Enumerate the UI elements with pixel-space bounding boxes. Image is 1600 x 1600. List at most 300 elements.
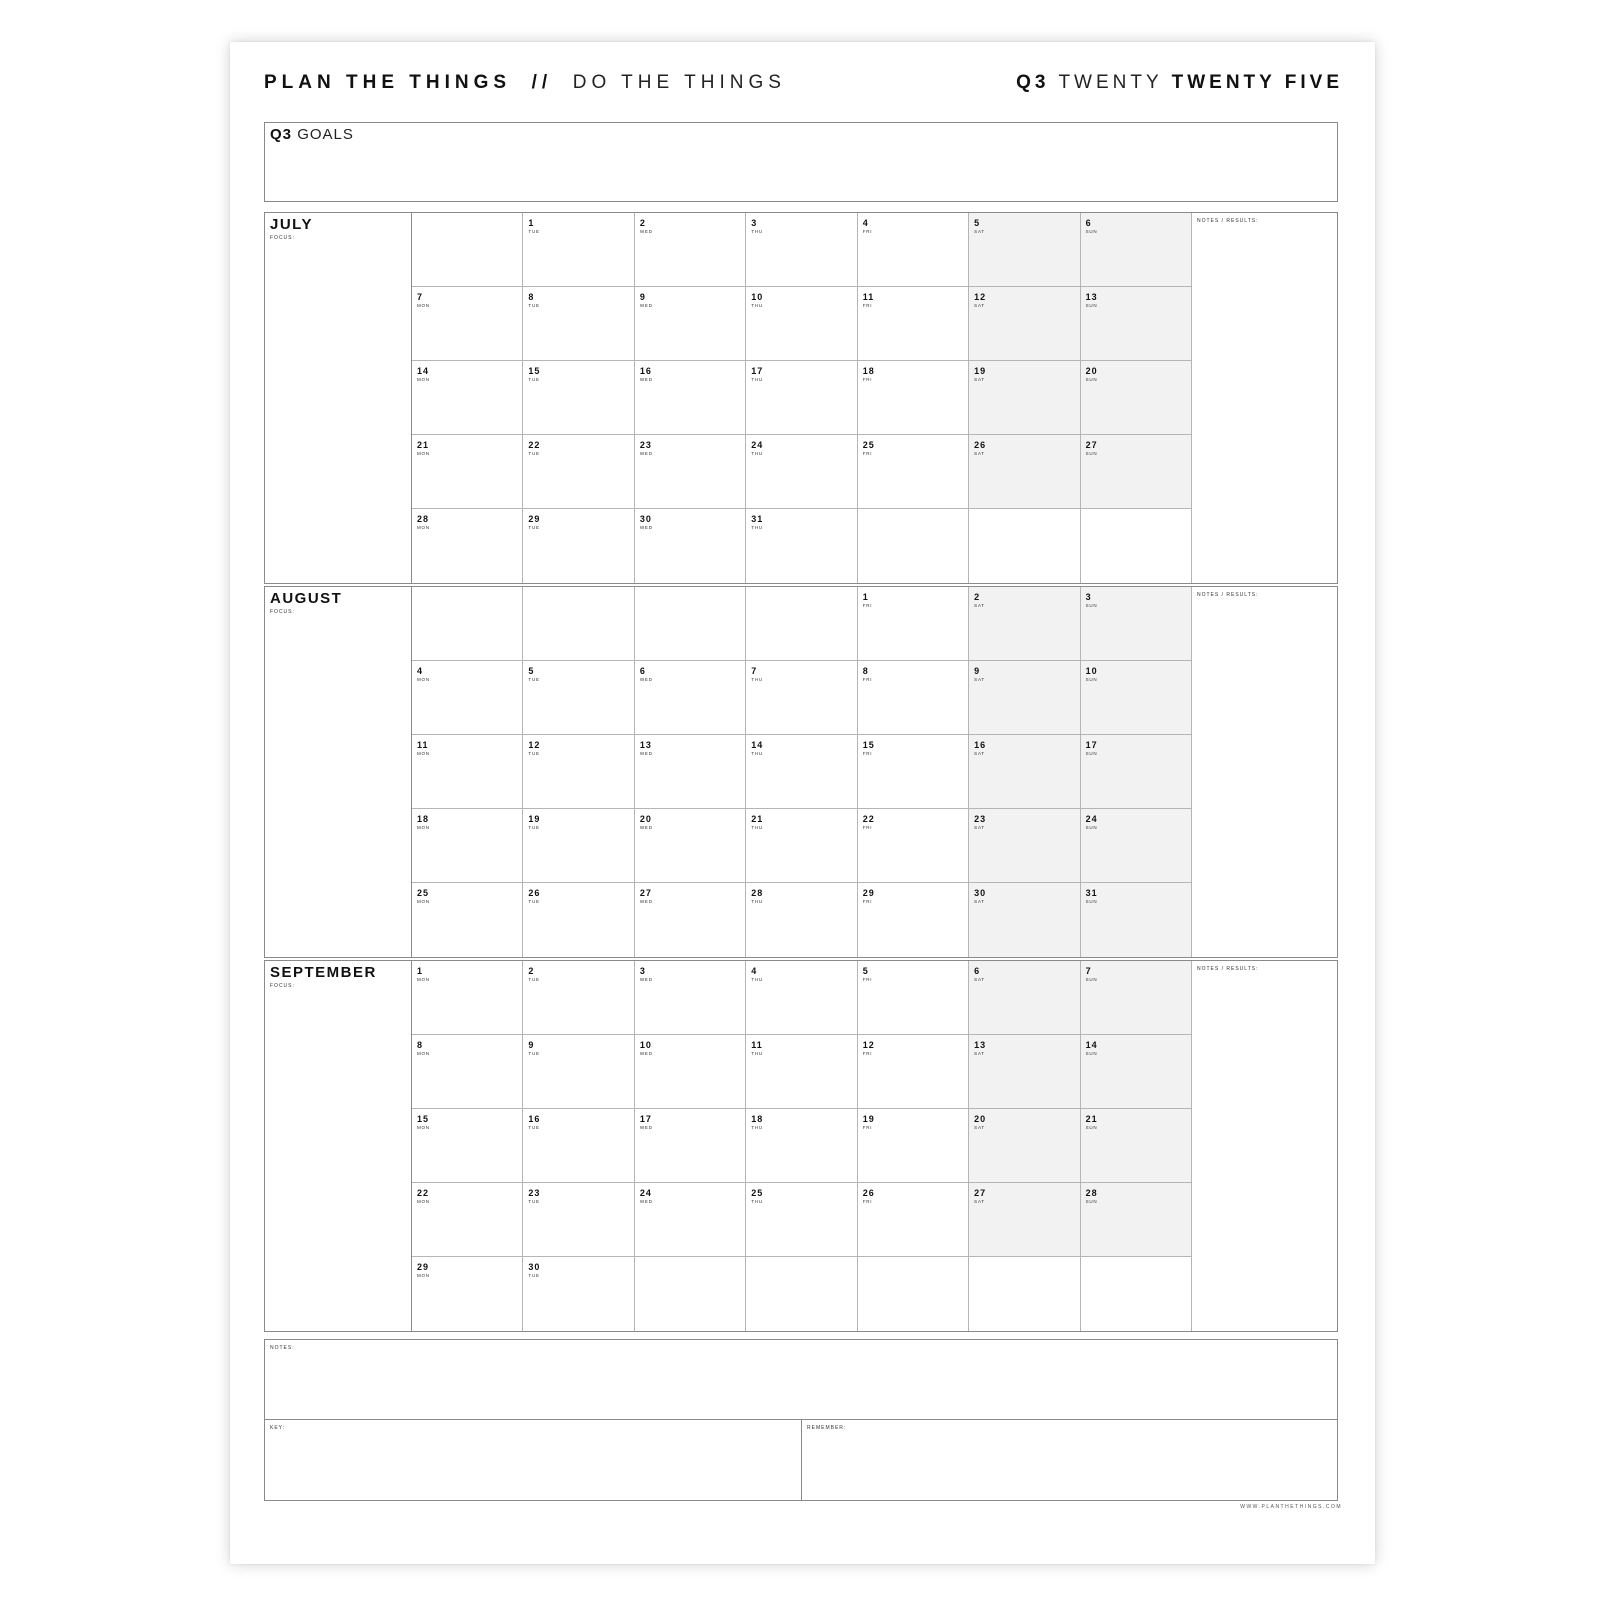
day-name: SUN [1085,677,1098,682]
day-name: SAT [974,303,985,308]
day-cell[interactable] [746,435,857,509]
day-cell[interactable] [969,361,1080,435]
day-name: SUN [1085,751,1098,756]
header-quarter: Q3 [1016,72,1050,93]
day-number: 22 [417,1188,430,1198]
month-name: AUGUST [270,590,343,607]
day-cell[interactable] [635,661,746,735]
day-cell[interactable] [746,213,857,287]
day-cell[interactable] [858,287,969,361]
day-cell[interactable] [635,213,746,287]
day-cell[interactable] [635,809,746,883]
day-name: WED [639,229,653,234]
day-number: 15 [528,366,541,376]
day-number: 9 [974,666,981,676]
day-number: 27 [974,1188,987,1198]
day-cell[interactable] [1081,735,1192,809]
day-name: MON [417,825,430,830]
day-name: MON [417,451,430,456]
month-block [264,212,1338,584]
day-cell[interactable] [746,1035,857,1109]
day-cell[interactable] [412,809,523,883]
day-number: 4 [862,218,869,228]
day-cell[interactable] [523,213,634,287]
day-number: 2 [974,592,981,602]
day-name: SAT [974,825,985,830]
day-number: 17 [1085,740,1098,750]
day-number: 20 [1085,366,1098,376]
empty-cell [858,1257,969,1331]
empty-cell [635,1257,746,1331]
day-name: THU [751,377,763,382]
day-number: 2 [528,966,535,976]
day-number: 7 [1085,966,1092,976]
day-number: 25 [417,888,430,898]
month-block [264,586,1338,958]
day-name: THU [751,899,763,904]
day-number: 12 [862,1040,875,1050]
day-cell[interactable] [1081,1109,1192,1183]
day-cell[interactable] [969,1035,1080,1109]
day-cell[interactable] [1081,1183,1192,1257]
day-name: TUE [528,825,540,830]
day-number: 25 [751,1188,764,1198]
day-name: SUN [1085,825,1098,830]
day-name: SUN [1085,1051,1098,1056]
day-name: SAT [974,377,985,382]
day-name: FRI [862,899,873,904]
day-name: WED [639,899,653,904]
day-number: 25 [862,440,875,450]
day-cell[interactable] [858,213,969,287]
day-number: 14 [417,366,430,376]
day-cell[interactable] [523,1109,634,1183]
planner-sheet [230,42,1375,1564]
day-number: 13 [1085,292,1098,302]
day-cell[interactable] [1081,361,1192,435]
day-cell[interactable] [1081,883,1192,957]
day-cell[interactable] [523,735,634,809]
day-number: 16 [639,366,652,376]
day-name: SUN [1085,1125,1098,1130]
day-cell[interactable] [412,361,523,435]
empty-cell [523,587,634,661]
month-notes-results[interactable] [1192,961,1337,1331]
day-number: 20 [974,1114,987,1124]
day-cell[interactable] [523,809,634,883]
day-name: TUE [528,1199,540,1204]
day-name: SUN [1085,977,1098,982]
day-name: FRI [862,229,873,234]
empty-cell [969,1257,1080,1331]
day-name: THU [751,677,763,682]
day-name: THU [751,1051,763,1056]
day-cell[interactable] [858,361,969,435]
day-number: 1 [862,592,869,602]
day-number: 10 [639,1040,652,1050]
day-cell[interactable] [412,287,523,361]
day-name: SAT [974,451,985,456]
day-name: WED [639,1199,653,1204]
day-cell[interactable] [1081,435,1192,509]
day-number: 26 [974,440,987,450]
day-number: 31 [751,514,764,524]
day-name: TUE [528,1125,540,1130]
day-name: SUN [1085,899,1098,904]
day-number: 11 [417,740,429,750]
day-number: 24 [1085,814,1098,824]
bottom-section [264,1339,1338,1501]
day-cell[interactable] [1081,287,1192,361]
day-number: 11 [862,292,875,302]
calendar-grid [412,587,1192,957]
day-number: 17 [751,366,764,376]
day-name: TUE [528,229,540,234]
day-cell[interactable] [1081,809,1192,883]
day-name: WED [639,1051,653,1056]
day-number: 17 [639,1114,652,1124]
day-name: THU [751,751,763,756]
day-number: 1 [528,218,535,228]
day-cell[interactable] [746,961,857,1035]
day-number: 24 [639,1188,652,1198]
day-cell[interactable] [523,883,634,957]
day-cell[interactable] [523,1257,634,1331]
day-number: 19 [528,814,541,824]
day-number: 3 [1085,592,1092,602]
day-cell[interactable] [969,1183,1080,1257]
day-cell[interactable] [746,509,857,583]
day-number: 12 [528,740,541,750]
day-name: SAT [974,603,985,608]
day-name: FRI [862,977,873,982]
header-tagline [264,72,786,94]
empty-cell [746,1257,857,1331]
day-number: 8 [417,1040,424,1050]
day-number: 16 [528,1114,541,1124]
day-cell[interactable] [412,883,523,957]
day-number: 21 [751,814,764,824]
day-name: SAT [974,977,985,982]
day-cell[interactable] [858,587,969,661]
day-cell[interactable] [635,961,746,1035]
day-name: TUE [528,377,540,382]
day-number: 20 [639,814,652,824]
day-cell[interactable] [969,883,1080,957]
day-cell[interactable] [858,435,969,509]
day-number: 23 [528,1188,541,1198]
day-cell[interactable] [969,287,1080,361]
day-name: SAT [974,1199,985,1204]
day-name: FRI [862,603,873,608]
day-cell[interactable] [635,883,746,957]
notes-box[interactable] [265,1340,1337,1420]
header-plan-text: PLAN THE THINGS [264,72,512,93]
day-cell[interactable] [858,809,969,883]
day-cell[interactable] [1081,661,1192,735]
calendar-grid [412,961,1192,1331]
day-cell[interactable] [523,661,634,735]
day-cell[interactable] [858,1183,969,1257]
focus-label: FOCUS: [270,609,295,615]
day-name: WED [639,303,653,308]
day-cell[interactable] [635,1109,746,1183]
day-name: FRI [862,377,873,382]
day-name: FRI [862,1051,873,1056]
day-name: SUN [1085,303,1098,308]
day-cell[interactable] [969,661,1080,735]
notes-results-label: NOTES / RESULTS: [1197,218,1259,224]
day-number: 13 [974,1040,987,1050]
day-cell[interactable] [412,1109,523,1183]
day-cell[interactable] [746,1109,857,1183]
day-number: 10 [751,292,764,302]
day-cell[interactable] [969,809,1080,883]
day-cell[interactable] [523,361,634,435]
day-cell[interactable] [746,883,857,957]
day-name: TUE [528,1273,540,1278]
day-cell[interactable] [635,1183,746,1257]
day-cell[interactable] [523,1035,634,1109]
day-number: 30 [639,514,652,524]
day-cell[interactable] [523,509,634,583]
key-box[interactable] [265,1420,802,1500]
day-number: 14 [751,740,764,750]
day-number: 30 [974,888,987,898]
month-name: JULY [270,216,313,233]
day-number: 29 [862,888,875,898]
day-number: 2 [639,218,646,228]
day-number: 12 [974,292,987,302]
key-label: KEY: [270,1425,286,1431]
day-name: THU [751,303,763,308]
day-cell[interactable] [858,1035,969,1109]
day-number: 22 [862,814,875,824]
day-number: 11 [751,1040,763,1050]
day-cell[interactable] [1081,961,1192,1035]
day-cell[interactable] [1081,1035,1192,1109]
day-cell[interactable] [523,287,634,361]
day-name: THU [751,1125,763,1130]
day-cell[interactable] [969,213,1080,287]
day-number: 14 [1085,1040,1098,1050]
day-name: WED [639,977,653,982]
day-number: 28 [751,888,764,898]
day-name: SUN [1085,1199,1098,1204]
day-cell[interactable] [858,883,969,957]
day-name: WED [639,1125,653,1130]
day-number: 23 [974,814,987,824]
day-cell[interactable] [412,435,523,509]
empty-cell [858,509,969,583]
day-cell[interactable] [746,735,857,809]
empty-cell [969,509,1080,583]
day-number: 10 [1085,666,1098,676]
day-name: FRI [862,1125,873,1130]
day-number: 7 [751,666,758,676]
day-cell[interactable] [969,435,1080,509]
day-number: 9 [639,292,646,302]
day-cell[interactable] [635,509,746,583]
header-year-light: TWENTY [1058,72,1163,93]
empty-cell [412,213,523,287]
day-number: 18 [862,366,875,376]
day-number: 1 [417,966,424,976]
day-cell[interactable] [746,1183,857,1257]
day-number: 6 [974,966,981,976]
day-number: 27 [639,888,652,898]
day-name: FRI [862,451,873,456]
day-name: SUN [1085,451,1098,456]
day-number: 27 [1085,440,1098,450]
day-number: 23 [639,440,652,450]
day-cell[interactable] [412,735,523,809]
day-number: 6 [639,666,646,676]
day-name: MON [417,1273,430,1278]
day-number: 31 [1085,888,1098,898]
day-cell[interactable] [746,809,857,883]
day-number: 6 [1085,218,1092,228]
day-name: TUE [528,899,540,904]
header-year-bold: TWENTY FIVE [1171,72,1343,93]
day-name: MON [417,1125,430,1130]
day-name: THU [751,229,763,234]
day-cell[interactable] [635,361,746,435]
notes-results-label: NOTES / RESULTS: [1197,966,1259,972]
day-number: 29 [528,514,541,524]
day-name: MON [417,677,430,682]
day-number: 26 [528,888,541,898]
day-number: 30 [528,1262,541,1272]
day-cell[interactable] [523,435,634,509]
focus-label: FOCUS: [270,235,295,241]
notes-label: NOTES: [270,1345,295,1351]
day-name: FRI [862,751,873,756]
day-cell[interactable] [635,1035,746,1109]
day-name: FRI [862,825,873,830]
day-cell[interactable] [969,587,1080,661]
day-cell[interactable] [858,735,969,809]
day-cell[interactable] [858,961,969,1035]
day-name: MON [417,1199,430,1204]
day-number: 18 [751,1114,764,1124]
day-number: 22 [528,440,541,450]
day-cell[interactable] [969,735,1080,809]
day-name: WED [639,751,653,756]
day-number: 21 [417,440,430,450]
day-cell[interactable] [858,661,969,735]
day-number: 7 [417,292,424,302]
day-cell[interactable] [746,361,857,435]
day-cell[interactable] [523,961,634,1035]
day-name: TUE [528,977,540,982]
month-notes-results[interactable] [1192,213,1337,583]
day-number: 3 [751,218,758,228]
day-name: SAT [974,229,985,234]
day-cell[interactable] [635,287,746,361]
day-number: 8 [528,292,535,302]
notes-results-label: NOTES / RESULTS: [1197,592,1259,598]
day-name: TUE [528,677,540,682]
empty-cell [1081,509,1192,583]
day-number: 8 [862,666,869,676]
month-name: SEPTEMBER [270,964,377,981]
day-name: SAT [974,899,985,904]
day-number: 15 [417,1114,430,1124]
day-number: 3 [639,966,646,976]
day-cell[interactable] [969,1109,1080,1183]
day-number: 18 [417,814,430,824]
empty-cell [746,587,857,661]
day-cell[interactable] [635,735,746,809]
day-cell[interactable] [746,661,857,735]
day-name: MON [417,977,430,982]
day-name: SUN [1085,603,1098,608]
day-name: WED [639,825,653,830]
month-focus-area[interactable] [265,587,412,957]
day-cell[interactable] [969,961,1080,1035]
day-name: SAT [974,1051,985,1056]
goals-box[interactable] [264,122,1338,202]
day-name: WED [639,525,653,530]
day-cell[interactable] [412,961,523,1035]
day-name: THU [751,1199,763,1204]
day-name: MON [417,303,430,308]
day-number: 19 [974,366,987,376]
day-name: SAT [974,751,985,756]
month-block [264,960,1338,1332]
goals-text: GOALS [297,126,354,143]
day-name: MON [417,899,430,904]
focus-label: FOCUS: [270,983,295,989]
goals-quarter: Q3 [270,126,293,143]
day-cell[interactable] [412,509,523,583]
day-name: THU [751,825,763,830]
day-number: 26 [862,1188,875,1198]
day-cell[interactable] [412,661,523,735]
month-focus-area[interactable] [265,213,412,583]
day-name: SAT [974,677,985,682]
day-cell[interactable] [746,287,857,361]
day-cell[interactable] [1081,587,1192,661]
day-cell[interactable] [412,1035,523,1109]
day-cell[interactable] [1081,213,1192,287]
month-notes-results[interactable] [1192,587,1337,957]
header-do-text: DO THE THINGS [572,72,786,93]
day-name: TUE [528,751,540,756]
day-cell[interactable] [412,1183,523,1257]
day-number: 5 [974,218,981,228]
day-cell[interactable] [858,1109,969,1183]
day-number: 16 [974,740,987,750]
day-cell[interactable] [412,1257,523,1331]
day-number: 28 [1085,1188,1098,1198]
day-name: THU [751,525,763,530]
day-number: 5 [528,666,535,676]
remember-box[interactable] [802,1420,1337,1500]
day-number: 13 [639,740,652,750]
month-focus-area[interactable] [265,961,412,1331]
day-cell[interactable] [523,1183,634,1257]
day-cell[interactable] [635,435,746,509]
day-name: TUE [528,303,540,308]
day-name: FRI [862,303,873,308]
empty-cell [412,587,523,661]
day-number: 5 [862,966,869,976]
day-name: FRI [862,1199,873,1204]
day-number: 29 [417,1262,430,1272]
day-name: SUN [1085,229,1098,234]
